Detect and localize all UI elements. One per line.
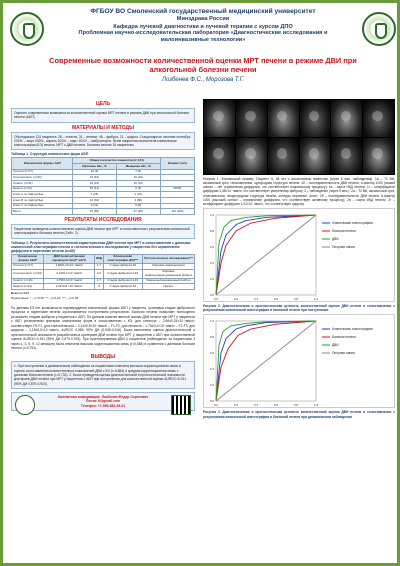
table-row <box>12 269 195 278</box>
table-cell: 1,66±0,21×10⁻³мм²/с <box>44 263 94 269</box>
table2-header: Клинические формы АБП* <box>12 254 44 263</box>
x-tick-label: 0.0 <box>213 403 219 408</box>
x-tick-label: 1.0 <box>313 403 319 408</box>
table2-note: Примечание: * – p<0,05; ** – p<0,01; *** – p<0,05 <box>11 296 79 301</box>
table2 <box>11 254 195 290</box>
table-cell: класс А по Чайлд-Пью <box>12 192 73 198</box>
methods-heading: МАТЕРИАЛЫ И МЕТОДЫ <box>71 124 134 131</box>
university-logo-icon <box>15 395 35 415</box>
y-tick-label: 0.8 <box>209 335 214 340</box>
aim-text: Оценить современные возможности количественной оценки МРТ печени в режиме ДВИ при алкогольной болезни печени (АБП) <box>11 108 195 123</box>
y-tick-label: 0.6 <box>209 245 214 250</box>
mri-image <box>363 138 394 175</box>
x-tick-label: 0.4 <box>253 403 259 408</box>
x-tick-label: 0.8 <box>293 403 299 408</box>
y-tick-label: 1.0 <box>209 319 214 324</box>
legend-label: ДВИ <box>332 343 339 348</box>
table-cell: 10 (63) <box>73 198 116 204</box>
header <box>6 6 400 56</box>
mri-image-grid <box>203 99 395 175</box>
table-cell: класс В по Чайлд-Пью <box>12 198 73 204</box>
table1-header: Возраст (лет) <box>160 158 194 169</box>
roc-chart-1-svg <box>204 209 396 303</box>
x-tick-label: 0.8 <box>293 297 299 302</box>
table-cell: 2,14±0,1×10⁻³мм²/с <box>44 269 94 278</box>
mri-image <box>268 138 299 175</box>
table2-caption: Таблица 2. Результаты количественной характеристики ДВИ печени при МРТ в сопоставлении с данными клинической эластографии печени и гистологического исследования у пациентов без ограничения диффузии в паренхиме печени (n=85) <box>11 240 191 253</box>
table-cell: Стадия фиброза F1-F2 <box>103 269 142 278</box>
table-cell: Цирроз <box>142 284 194 290</box>
contacts-box <box>11 392 195 411</box>
contact-phone: Телефон: +7-960-582-25-01 <box>80 403 126 408</box>
mri-image <box>204 100 235 137</box>
conclusions-heading: ВЫВОДЫ <box>90 354 116 361</box>
table-cell: класс С по Чайлд-Пью <box>12 203 73 209</box>
y-tick-label: 0.2 <box>209 383 214 388</box>
table-cell: 19 (15) <box>116 175 160 181</box>
table-row <box>12 284 195 290</box>
table-cell: 114 (100) <box>160 209 194 215</box>
table-cell: 1,7 <box>94 278 103 284</box>
x-tick-label: 0.6 <box>273 297 279 302</box>
table1-header: Мужчины абс., % <box>73 164 116 170</box>
authors: Лозбенев Ф.С., Морозова Т.Г. <box>161 76 245 83</box>
table2-header: Клиническая эластография (КЭ)*** <box>103 254 142 263</box>
table1-header: Женщины абс., % <box>116 164 160 170</box>
table1 <box>11 157 195 215</box>
mri-image <box>204 138 235 175</box>
table-cell: 4 (80) <box>116 198 160 204</box>
x-tick-label: 1.0 <box>313 297 319 302</box>
x-tick-label: 0.4 <box>253 297 259 302</box>
figure1-caption: Рисунок 1. Клинический пример. Пациент Н, 48 лет с алкогольным гепатитом (через 6 мес. наблюдения). 1а – Т1 ВИ, аксиальный срез, гепатомегалия, однородная структура печени; 1б – последовательность ДВИ печени, b-фактор 1000 (низкий сигнал – нет ограничения диффузии, что соответствует нормальному процессу); 1в – карта ИКД печени; 1г – коэффициент диффузии 1,48×10⁻³мм²/с, что соответствует умеренному фиброзу; 2 – наблюдение (через 9 мес.): 2а – Т2 ВИ, аксиальный срез, гепатомегалия, неоднородная структура печени, контуры неровные, ассит; 2б – последовательность ДВИ печени, b-фактор 1000 (высокий сигнал – ограничение диффузии, что соответствует активному процессу); 2в – карта ИКД печени; 2г – коэффициент диффузии 1,01×10⁻³мм²/с, что соответствует циррозу <box>203 177 395 206</box>
table-row <box>12 209 195 215</box>
mri-image <box>331 138 362 175</box>
table-cell: 67 (55) <box>73 209 116 215</box>
university-logo-icon <box>10 12 44 46</box>
table-cell: 5 (4) <box>116 186 160 192</box>
table-cell: 16 (9) <box>73 169 116 175</box>
roc-chart-2 <box>203 314 395 408</box>
x-tick-label: 0.2 <box>233 403 239 408</box>
y-tick-label: 0.0 <box>209 399 214 404</box>
left-column <box>11 99 195 411</box>
title-block <box>6 57 400 83</box>
lab-name-line1: Проблемная научно-исследовательская лаборатория «Диагностические исследования и <box>78 30 328 37</box>
mri-image <box>236 100 267 137</box>
table-cell: 2 (12) <box>73 203 116 209</box>
roc-chart-2-svg <box>204 315 396 409</box>
y-tick-label: 0.8 <box>209 229 214 234</box>
table2-total: Всего n=114 <box>11 291 29 296</box>
y-tick-label: 0.4 <box>209 261 214 266</box>
table-cell: 16 (14) <box>73 186 116 192</box>
table-cell: Стеатогепатит (n=23) <box>12 269 44 278</box>
y-tick-label: 0.2 <box>209 277 214 282</box>
contact-email[interactable]: Почта: fl@gmail.com <box>85 399 121 404</box>
table-cell: Гепатит (n=31) <box>12 181 73 187</box>
table-cell: Стадия фиброза F4 <box>103 284 142 290</box>
figure2-caption: Рисунок 2. Диагностическая и прогностическая ценность количественной оценки ДВИ печени в сопоставлении с результатами клинической эластографии и биопсией печени при поступлении <box>203 304 395 313</box>
table-cell: Стадия фиброза F1-F3 <box>103 278 142 284</box>
table-cell: 7 (6) <box>116 169 160 175</box>
legend-label: Клиническая эластография <box>332 221 373 226</box>
table-cell: Стеатоз (n=17) <box>12 169 73 175</box>
figure3-caption: Рисунок 3. Диагностическая и прогностическая ценность количественной оценки ДВИ печени в сопоставлении с результатами клинической эластографии и биопсией печени при динамическом наблюдении <box>203 410 395 419</box>
table-cell: Стеатогепатит (n=31) <box>12 175 73 181</box>
table-cell: 1,75±0,4×10⁻³мм²/с <box>44 278 94 284</box>
mri-image <box>236 138 267 175</box>
legend-label: Опорная линия <box>332 245 355 250</box>
table1-header: Клинические формы АБП <box>12 158 73 169</box>
table2-header: Гистологическое исследование*** <box>142 254 194 263</box>
table-cell: Цирроз (n=21) <box>12 186 73 192</box>
legend-label: Биопсия печени <box>332 335 356 340</box>
table-cell: <1 <box>94 284 103 290</box>
mri-image <box>363 100 394 137</box>
mri-image <box>300 138 331 175</box>
methods-text: Обследовано 124 пациента: 26 – стеатоз, 31 – гепатит, 46 – фиброз, 21 – цирроз. Стационарное лечение сентябрь 2019г. – март 2020г., апрель 2020г. – март 2022г. – амбулаторно. Всем пациентам выполнена клиническая эластография (КЭ) печени, МРТ с ДВИ печени. Биопсия печени 18 пациентам <box>11 132 195 151</box>
department-name: Кафедра лучевой диагностики и лучевой терапии с курсом ДПО <box>113 24 293 30</box>
table2-header: ДВИ (количественная характеристика)** мм²/с <box>44 254 94 263</box>
table-cell: 12 (10) <box>73 175 116 181</box>
table-cell: 1,7 <box>94 263 103 269</box>
table-cell: 16 (13) <box>73 181 116 187</box>
ministry-name: Минздрава России <box>176 15 230 22</box>
x-tick-label: 0.2 <box>233 297 239 302</box>
results-heading: РЕЗУЛЬТАТЫ ИССЛЕДОВАНИЯ <box>64 217 142 224</box>
conclusions-text: 1. При поступлении и динамическом наблюдении за пациентами отмечена высокая корреляционная связь в оценке сопоставления количественных показателей ДВИ с КЭ (r=0,884) и средняя корреляционная связь с данными биопсии печени (r=0,731). 2. Была проведена оценка диагностической и прогностической значимости критериев ДВИ печени при МРТ у пациентов с АБП при поступлении для количественной оценки AUROC=0,911 (95% ДИ 0,879-0,923). <box>11 361 195 388</box>
y-tick-label: 0.0 <box>209 293 214 298</box>
table-cell: 47 (45) <box>116 209 160 215</box>
x-tick-label: 0.6 <box>273 403 279 408</box>
mri-image <box>300 100 331 137</box>
poster-title-line1: Современные возможности количественной оценки МРТ печени в режиме ДВИ при <box>49 56 357 65</box>
right-column <box>203 99 395 421</box>
table-cell: 0 (0) <box>116 203 160 209</box>
table-cell: Стеатоз (n=17) <box>12 263 44 269</box>
x-tick-label: 0.0 <box>213 297 219 302</box>
mri-image <box>331 100 362 137</box>
results-text: Пациентам проведена количественная оценка ДВИ печени при МРТ в сопоставлении с результатами клинической эластографии и биопсии печени (Табл. 2). <box>11 224 195 239</box>
table1-header: Общее количество пациентов (n=124) <box>73 158 160 164</box>
legend-label: ДВИ <box>332 237 339 242</box>
lab-name-line2: малоинвазивные технологии» <box>160 36 246 43</box>
y-tick-label: 1.0 <box>209 213 214 218</box>
table-cell: 2,2 <box>94 269 103 278</box>
roc-chart-1 <box>203 208 395 302</box>
contact-name: Контактная информация: Лозбенев Федор Сергеевич <box>57 394 149 399</box>
table-cell: 1,01±0,8 ×10⁻³мм²/с <box>44 284 94 290</box>
table1-caption: Таблица 1. Структура клинических форм АБП <box>11 152 89 157</box>
table-cell: M±SD <box>160 186 194 192</box>
table-cell: Жировая инфильтрация <box>142 263 194 269</box>
y-tick-label: 0.4 <box>209 367 214 372</box>
y-tick-label: 0.6 <box>209 351 214 356</box>
table-cell: 15 (12) <box>116 181 160 187</box>
results-body-text: По данным КЭ нет возможности подтверждения клинической формы АБП у пациента, установка стадии фиброзного процесса в паренхиме печени ограничивается построением результатов. Биопсия печени позволяет полноценно установить стадию фиброза у пациентов с АБП. По данным количественной оценки ДВИ печени при МРТ у пациентов с АБП установлены критерии клинических форм в сопоставлении с КЭ: для стеатоза – 2,66±0,34×10⁻³мм²/с; соответствует F0-F1, для стеатогепатита – 2,14±0,5×10⁻³мм²/с – F1-F2, для гепатита – 1,75±0,4×10⁻³мм²/с – F2-F3, для цирроза – 1,15±0,5×10⁻³мм²/с. AUROC 0,989; 95% ДИ (0,935-0,916). Была выполнена оценка диагностической и прогностической значимости разработанных критериев ДВИ печени при МРТ у пациентов с АБП при количественной оценке AUROC=0,911 (95% ДИ 0,879-0,923). При прогнозировании ДВИ у пациентов (наблюдение за пациентами 3 через 1, 3, 6, 9, 12 месяцев) была отмечена высокая корреляционная связь (r=0,884) в сравнении с данными биопсии печени (r=0,751). <box>11 306 195 350</box>
mri-image <box>268 100 299 137</box>
legend-label: Клиническая эластография <box>332 327 373 332</box>
table-cell: Жировая инфильтрация+умеренный фиброз <box>142 269 194 278</box>
legend-label: Опорная линия <box>332 351 355 356</box>
table2-header: ИКД <box>94 254 103 263</box>
aim-heading: ЦЕЛЬ <box>95 101 111 107</box>
table-cell: Стадия фиброза F0 <box>103 263 142 269</box>
poster-title-line2: алкогольной болезни печени <box>149 64 257 74</box>
university-name: ФГБОУ ВО Смоленский государственный медицинский университет <box>90 8 316 15</box>
table-cell: 4 (15) <box>73 192 116 198</box>
table-cell: Всего <box>12 209 73 215</box>
department-logo-icon <box>362 12 396 46</box>
qr-code-icon <box>171 395 191 415</box>
legend-label: Биопсия печени <box>332 229 356 234</box>
table-cell: Умеренный-выраженный фиброз <box>142 278 194 284</box>
table-cell: Цирроз (n=12) <box>12 284 44 290</box>
table-cell: 1 (10) <box>116 192 160 198</box>
table-cell: Гепатит (n=16) <box>12 278 44 284</box>
